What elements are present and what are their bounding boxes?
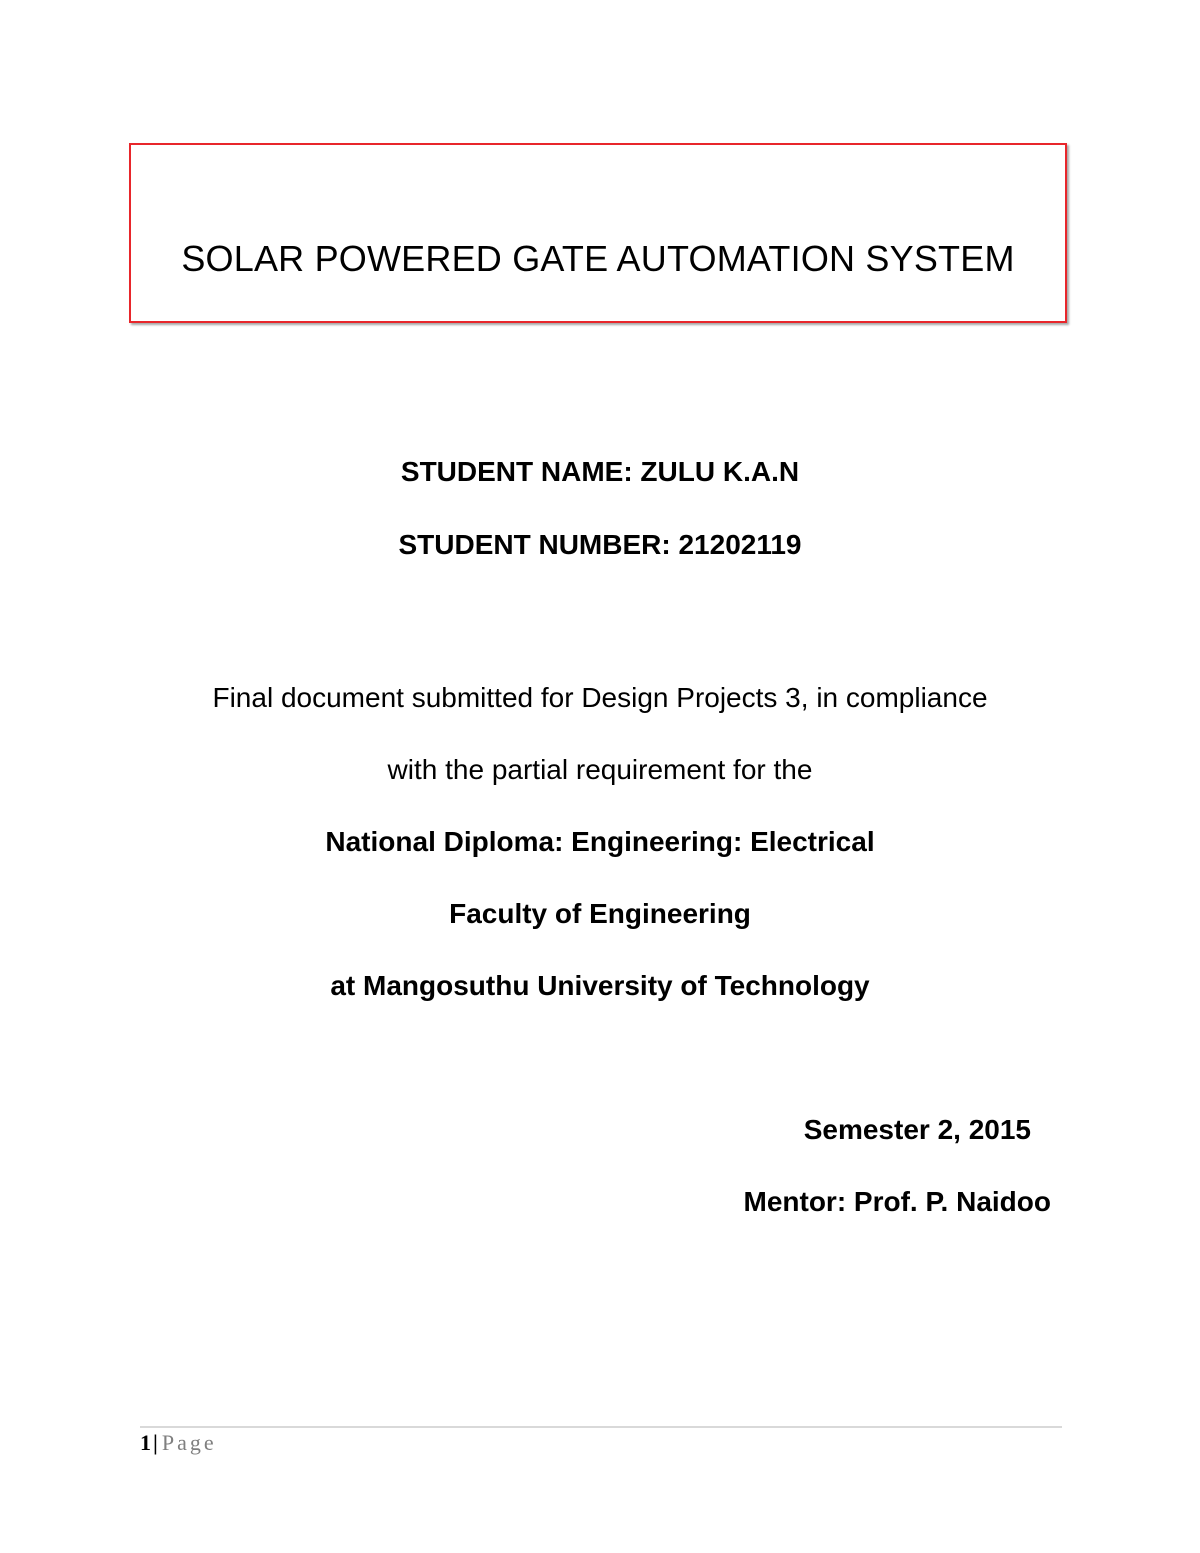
submission-line-1: Final document submitted for Design Projects 3, in compliance bbox=[212, 682, 988, 713]
submission-line-2: with the partial requirement for the bbox=[387, 754, 813, 785]
footer-separator: | bbox=[153, 1430, 158, 1455]
university-name: at Mangosuthu University of Technology bbox=[330, 970, 870, 1001]
semester: Semester 2, 2015 bbox=[803, 1114, 1031, 1145]
diploma-name: National Diploma: Engineering: Electrical bbox=[325, 826, 875, 857]
document-title: SOLAR POWERED GATE AUTOMATION SYSTEM bbox=[181, 238, 1015, 279]
student-number: STUDENT NUMBER: 21202119 bbox=[398, 529, 802, 560]
footer-divider bbox=[140, 1426, 1062, 1428]
page-label: Page bbox=[161, 1430, 217, 1455]
page-footer bbox=[140, 1430, 217, 1456]
student-name: STUDENT NAME: ZULU K.A.N bbox=[400, 456, 800, 487]
title-box bbox=[129, 143, 1067, 323]
mentor: Mentor: Prof. P. Naidoo bbox=[743, 1186, 1051, 1217]
faculty-name: Faculty of Engineering bbox=[449, 898, 751, 929]
page-number: 1 bbox=[140, 1430, 151, 1455]
